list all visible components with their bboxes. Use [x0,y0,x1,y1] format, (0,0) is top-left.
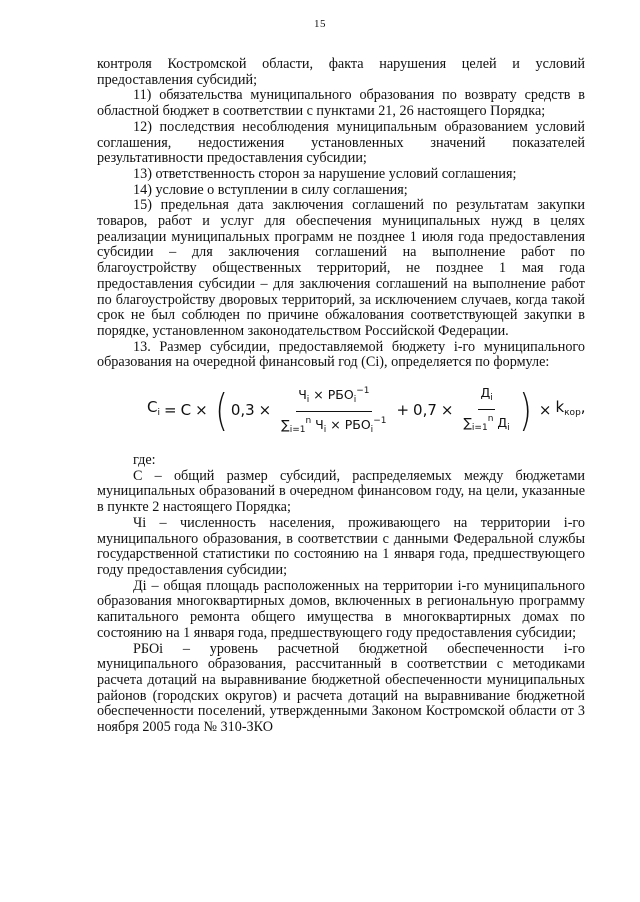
formula-fraction-area [461,385,511,436]
fraction-numerator: $Д_i$ [478,385,494,410]
paragraph-item-12: 12) последствия несоблюдения муниципальным образованием условий соглашения, недостижения установленных значений показателей результативности предоставления субсидии; [97,118,585,167]
definition-population: Чi – численность населения, проживающего на территории i-го муниципального образования, в соответствии с данными Федеральной службы государственной статистики по состоянию на 1 января года, предшествующего году предоставления субсидии; [97,514,585,578]
fraction-denominator: $\sum_{i=1}^n$ $Ч_i \times РБО_i^{-1}$ [281,415,387,435]
formula-coef-1: 0,3 [230,401,255,420]
paragraph-section-13: 13. Размер субсидии, предоставляемой бюджету i-го муниципального образования на очередной финансовый год (Ci), определяется по формуле: [97,338,585,371]
formula-correction-coef: $k_{кор}$, [555,398,586,419]
formula-coef-2: 0,7 [413,401,437,420]
paragraph-item-11: 11) обязательства муниципального образования по возврату средств в областной бюджет в соответствии с пунктами 21, 26 настоящего Порядка; [97,87,585,120]
formula-times: × [538,401,552,420]
page-number: 15 [314,18,326,30]
formula-plus: + [396,401,410,420]
definition-c: С – общий размер субсидий, распределяемых между бюджетами муниципальных образований в очередном финансовом году, на цели, указанные в пункте 2 настоящего Порядка; [97,467,585,516]
document-body [97,57,585,736]
formula-close-paren: ) [518,385,532,437]
definition-rbo: РБОi – уровень расчетной бюджетной обеспеченности i-го муниципального образования, рассчитанный в соответствии с методиками расчета дотаций на выравнивание бюджетной обеспеченности муниципальных районов (городских округов) и расчета дотаций на выравнивание бюджетной обеспеченности поселений, утвержденными Законом Костромской области от 3 ноября 2005 года № 310-ЗКО [97,640,585,736]
definition-area: Дi – общая площадь расположенных на территории i-го муниципального образования многоквартирных домов, включенных в региональную программу капитального ремонта общего имущества в многоквартирных домах по состоянию на 1 января года, предшествующего году предоставления субсидии; [97,577,585,641]
formula-equals: = [164,401,177,420]
formula-c: C [180,401,192,420]
paragraph-item-15: 15) предельная дата заключения соглашений по результатам закупки товаров, работ и услуг для обеспечения муниципальных нужд в целях реализации муниципальных программ не позднее 1 июля года предоставления субсидии – для заключения соглашений на выполнение работ по благоустройству общественных территорий, не позднее 1 мая года предоставления субсидии – для заключения соглашений на выполнение работ по благоустройству дворовых территорий, за исключением случаев, когда такой срок не был соблюден по причине обжалования соответствующей закупки в порядке, установленном законодательством Российской Федерации. [97,197,585,339]
fraction-denominator: $\sum_{i=1}^n$ $Д_i$ [463,414,510,434]
fraction-numerator: $Ч_i \times РБО_i^{-1}$ [296,384,371,412]
formula-open-paren: ( [214,385,228,437]
formula-times: × [440,401,454,420]
formula-lhs: $C_i$ [147,398,160,419]
paragraph-item-13: 13) ответственность сторон за нарушение условий соглашения; [133,165,517,182]
subsidy-formula [97,380,585,442]
formula-fraction-population [279,384,388,438]
formula-expression [147,380,586,442]
paragraph-item-14: 14) условие о вступлении в силу соглашения; [133,181,408,198]
formula-times: × [258,401,272,420]
definitions-heading: где: [133,452,156,469]
paragraph-continuation: контроля Костромской области, факта нарушения целей и условий предоставления субсидий; [97,56,585,88]
formula-times: × [195,401,208,420]
